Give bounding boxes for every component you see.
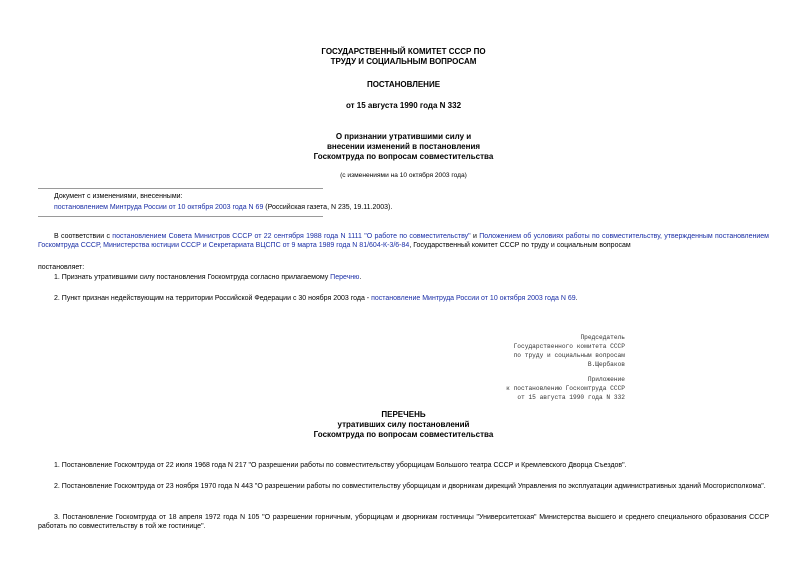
preamble-text-3: , Государственный комитет СССР по труду и социальным вопросам	[409, 242, 631, 250]
item2-amendment-link[interactable]: постановление Минтруда России от 10 октября 2003 года N 69	[371, 295, 576, 302]
resolution-item-1	[54, 273, 361, 282]
signature-block	[514, 334, 625, 370]
amendments-note: (с изменениями на 10 октября 2003 года)	[340, 172, 467, 179]
list-item: 2. Постановление Госкомтруда от 23 ноября 1970 года N 443 "О разрешении работы по совместительству уборщицам и дворникам дирекций Управления по эксплуатации административных зданий Мосгорисполкома".	[54, 483, 766, 490]
appendix-label: Приложение	[587, 376, 625, 383]
preamble-paragraph	[38, 232, 769, 250]
org-name-line1: ГОСУДАРСТВЕННЫЙ КОМИТЕТ СССР ПО	[321, 47, 486, 56]
preamble-text-1: В соответствии с	[54, 233, 113, 240]
item1-text: 1. Признать утратившими силу постановления Госкомтруда согласно прилагаемому	[54, 274, 331, 281]
item1-list-link[interactable]: Перечню	[330, 274, 360, 281]
changes-entry	[54, 203, 392, 212]
preamble-link-council-decree[interactable]: постановлением Совета Министров СССР от 22 сентября 1988 года N 1111 "О работе по совместительству"	[112, 233, 471, 240]
item2-text: 2. Пункт признан недействующим на территории Российской Федерации с 30 ноября 2003 года -	[54, 295, 372, 302]
doc-title-line3: Госкомтруда по вопросам совместительства	[313, 152, 494, 161]
list-item: 3. Постановление Госкомтруда от 18 апреля 1972 года N 105 "О разрешении горничным, уборщицам и дворникам гостиницы "Университетская" Министерства высшего и среднего специального образования СССР работать по совместительству в той же гостинице".	[38, 514, 769, 531]
changes-suffix: (Российская газета, N 235, 19.11.2003).	[263, 204, 393, 211]
doc-type: ПОСТАНОВЛЕНИЕ	[366, 80, 441, 89]
list-item: 1. Постановление Госкомтруда от 22 июля 1968 года N 217 "О разрешении работы по совместительству уборщицам Большого театра СССР и Кремлевского Дворца Съездов".	[54, 462, 627, 469]
changes-link[interactable]: постановлением Минтруда России от 10 октября 2003 года N 69	[54, 204, 264, 211]
doc-title-line1: О признании утратившими силу и	[335, 132, 472, 141]
resolution-item-2	[54, 294, 578, 303]
resolves-label: постановляет:	[38, 264, 85, 271]
preamble-text-2: и	[470, 233, 480, 240]
signature-committee-scope: по труду и социальным вопросам	[513, 351, 625, 359]
changes-top-rule	[38, 188, 323, 189]
appendix-date: от 15 августа 1990 года N 332	[517, 393, 625, 401]
list-subtitle-2: Госкомтруда по вопросам совместительства	[313, 430, 494, 439]
signature-committee: Государственного комитета СССР	[513, 342, 625, 350]
preamble-link-regulation[interactable]: Положением об условиях работы по совместительству, утвержденным постановлением Госкомтруда СССР, Министерства юстиции СССР и Секретариата ВЦСПС от 9 марта 1989 года N 81/604-К-3/6-84	[38, 233, 769, 250]
appendix-block	[506, 376, 625, 403]
list-subtitle-1: утративших силу постановлений	[337, 420, 470, 429]
item1-end: .	[359, 274, 362, 281]
list-title: ПЕРЕЧЕНЬ	[381, 410, 426, 419]
item2-end: .	[575, 295, 578, 302]
doc-title-line2: внесении изменений в постановления	[326, 142, 481, 151]
signature-name: В.Щербаков	[587, 360, 625, 368]
changes-bottom-rule	[38, 216, 323, 217]
signature-position: Председатель	[580, 334, 625, 341]
appendix-ref: к постановлению Госкомтруда СССР	[506, 384, 625, 392]
changes-label: Документ с изменениями, внесенными:	[54, 193, 183, 200]
org-name-line2: ТРУДУ И СОЦИАЛЬНЫМ ВОПРОСАМ	[330, 57, 477, 66]
doc-date-number: от 15 августа 1990 года N 332	[345, 101, 462, 110]
